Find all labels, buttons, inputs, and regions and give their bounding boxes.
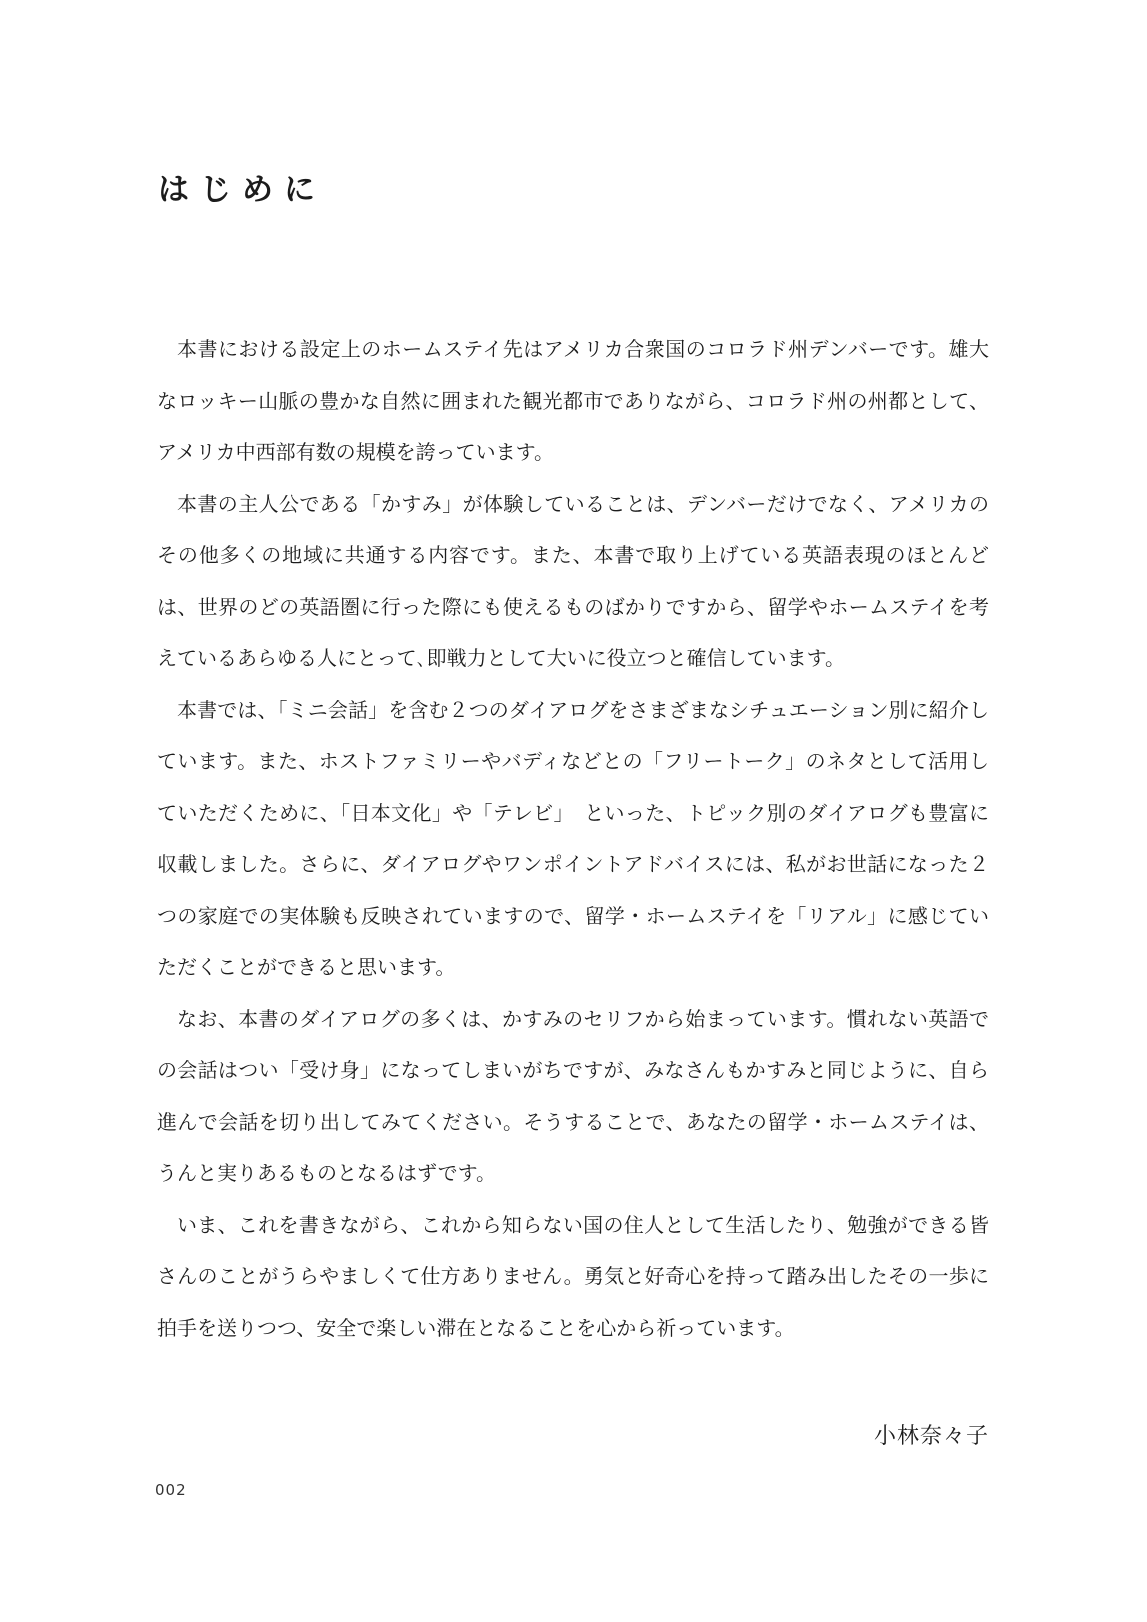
paragraph: いま、これを書きながら、これから知らない国の住人として生活したり、勉強ができる皆さんのことがうらやましくて仕方ありません。勇気と好奇心を持って踏み出したその一歩に拍手を送りつつ、安全で楽しい滞在となることを心から祈っています。 — [157, 1212, 989, 1340]
page-number: 002 — [155, 1481, 187, 1499]
paragraph: 本書の主人公である「かすみ」が体験していることは、デンバーだけでなく、アメリカのその他多くの地域に共通する内容です。また、本書で取り上げている英語表現のほとんどは、世界のどの英語圏に行った際にも使えるものばかりですから、留学やホームステイを考えているあらゆる人にとって､即戦力として大いに役立つと確信しています。 — [157, 491, 989, 670]
page-title: はじめに — [158, 172, 326, 208]
author-name: 小林奈々子 — [873, 1424, 989, 1449]
paragraph: 本書では、「ミニ会話」を含む２つのダイアログをさまざまなシチュエーション別に紹介しています。また、ホストファミリーやバディなどとの「フリートーク」のネタとして活用していただくために、「日本文化」や「テレビ」 といった、トピック別のダイアログも豊富に収載しました。さらに、ダイアログやワンポイントアドバイスには、私がお世話になった２つの家庭での実体験も反映されていますので、留学・ホームステイを「リアル」に感じていただくことができると思います。 — [157, 697, 989, 979]
paragraph: なお、本書のダイアログの多くは、かすみのセリフから始まっています。慣れない英語での会話はつい「受け身」になってしまいがちですが、みなさんもかすみと同じように、自ら進んで会話を切り出してみてください。そうすることで、あなたの留学・ホームステイは、うんと実りあるものとなるはずです。 — [157, 1006, 989, 1185]
paragraph: 本書における設定上のホームステイ先はアメリカ合衆国のコロラド州デンバーです。雄大なロッキー山脈の豊かな自然に囲まれた観光都市でありながら、コロラド州の州都として、アメリカ中西部有数の規模を誇っています。 — [157, 337, 989, 464]
body-text — [157, 324, 989, 1354]
